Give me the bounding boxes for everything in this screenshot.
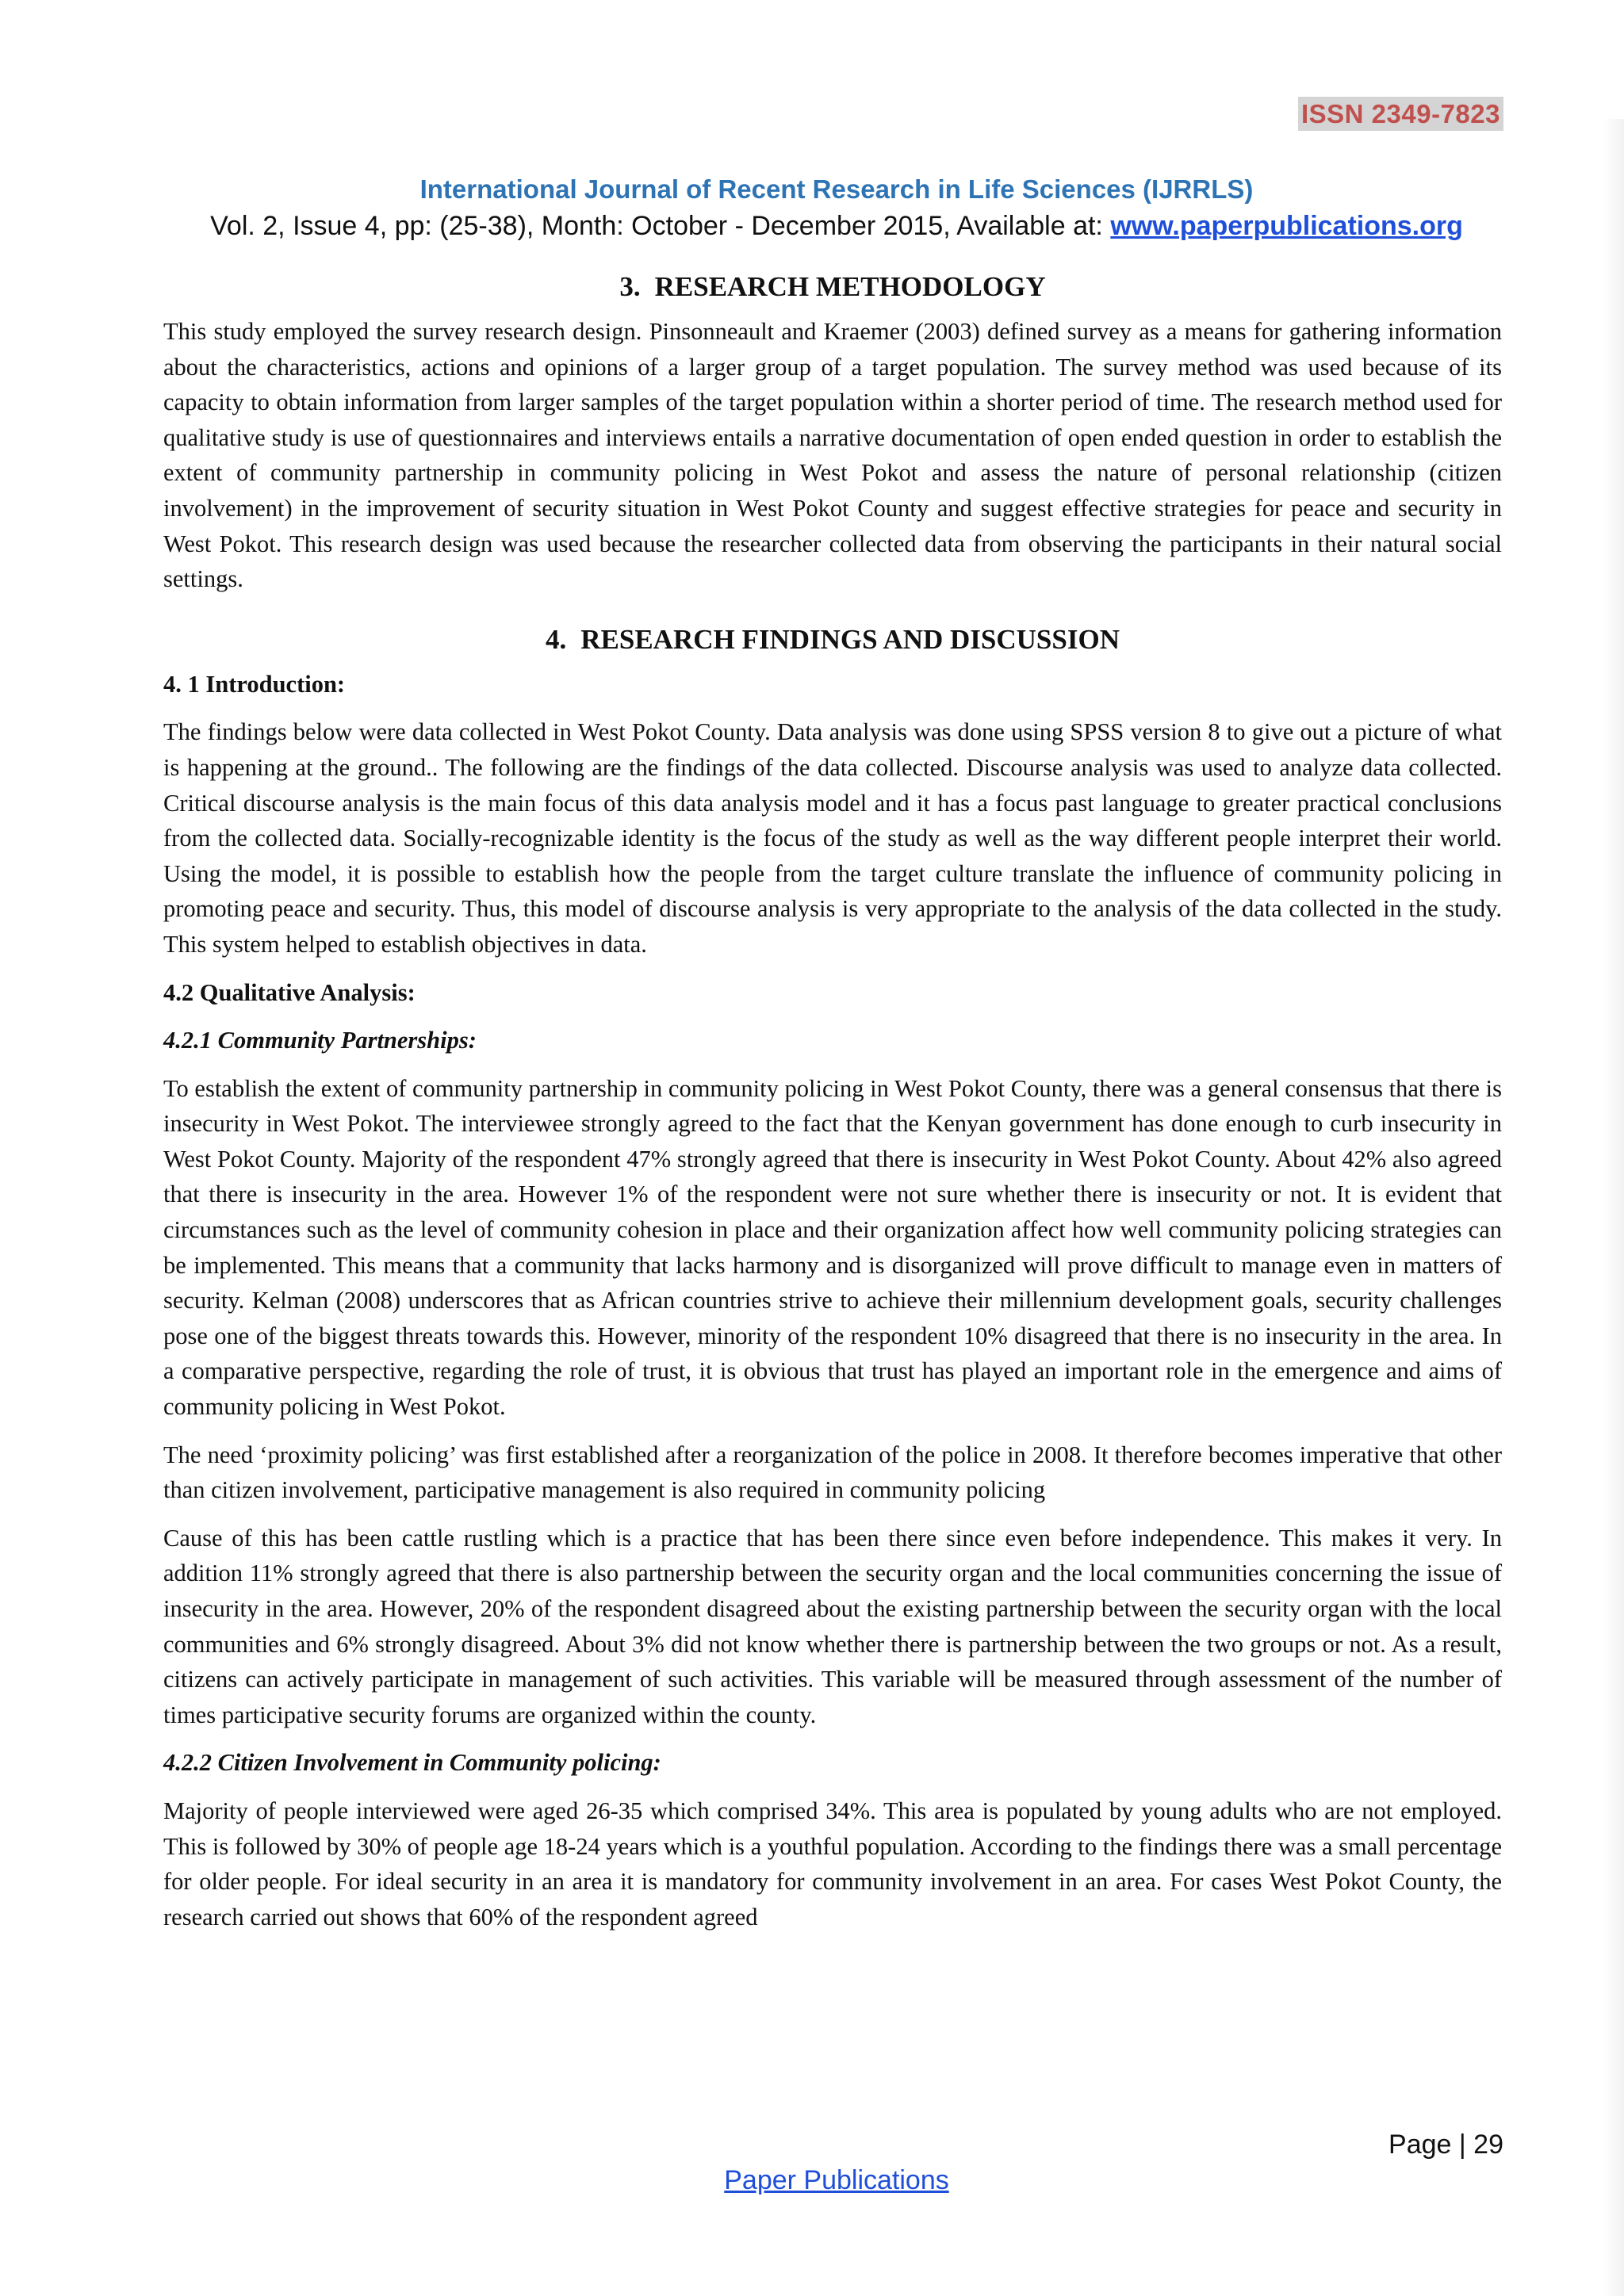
community-partnerships-paragraph-1: To establish the extent of community partnership in community policing in West Pokot County, there was a general consensus that there is insecurity in West Pokot. The interviewee strongly agreed to the fact that the Kenyan government has done enough to curb insecurity in West Pokot County. Majority of the respondent 47% strongly agreed that there is insecurity in West Pokot County. About 42% also agreed that there is insecurity in the area. However 1% of the respondent were not sure whether there is insecurity or not. It is evident that circumstances such as the level of community cohesion in place and their organization affect how well community policing strategies can be implemented. This means that a community that lacks harmony and is disorganized will prove difficult to manage even in matters of security. Kelman (2008) underscores that as African countries strive to achieve their millennium development goals, security challenges pose one of the biggest threats towards this. However, minority of the respondent 10% disagreed that there is no insecurity in the area. In a comparative perspective, regarding the role of trust, it is obvious that trust has played an important role in the emergence and aims of community policing in West Pokot. [163, 1074, 1502, 1421]
citizen-involvement-heading: 4.2.2 Citizen Involvement in Community policing: [163, 1749, 661, 1777]
section-title: RESEARCH METHODOLOGY [654, 271, 1046, 302]
section-number: 3. [619, 271, 641, 302]
community-partnerships-paragraph-2: The need ‘proximity policing’ was first established after a reorganization of the police in 2008. It therefore becomes imperative that other than citizen involvement, participative management is also required in community policing [163, 1441, 1502, 1504]
section-title: RESEARCH FINDINGS AND DISCUSSION [580, 623, 1120, 655]
journal-meta [0, 211, 1624, 242]
journal-title: International Journal of Recent Research in Life Sciences (IJRRLS) [419, 174, 1254, 204]
methodology-paragraph: This study employed the survey research design. Pinsonneault and Kraemer (2003) defined survey as a means for gathering information about the characteristics, actions and opinions of a larger group of a target population. The survey method was used because of its capacity to obtain information from larger samples of the target population within a shorter period of time. The research method used for qualitative study is use of questionnaires and interviews entails a narrative documentation of open ended question in order to establish the extent of community partnership in community policing in West Pokot and assess the nature of personal relationship (citizen involvement) in the improvement of security situation in West Pokot County and suggest effective strategies for peace and security in West Pokot. This research design was used because the researcher collected data from observing the participants in their natural social settings. [163, 318, 1502, 593]
page-number: Page | 29 [1388, 2130, 1503, 2160]
article-body [163, 270, 1502, 1947]
issn-badge: ISSN 2349-7823 [1298, 97, 1503, 131]
community-partnerships-paragraph-3: Cause of this has been cattle rustling which is a practice that has been there since even before independence. This makes it very. In addition 11% strongly agreed that there is also partnership between the security organ and the local communities concerning the issue of insecurity in the area. However, 20% of the respondent disagreed about the existing partnership between the security organ with the local communities and 6% strongly disagreed. About 3% did not know whether there is partnership between the two groups or not. As a result, citizens can actively participate in management of such activities. This variable will be measured through assessment of the number of times participative security forums are organized within the county. [163, 1524, 1502, 1728]
introduction-heading: 4. 1 Introduction: [163, 670, 346, 698]
section-number: 4. [546, 623, 567, 655]
journal-meta-text: Vol. 2, Issue 4, pp: (25-38), Month: October - December 2015, Available at: [210, 211, 1111, 241]
community-partnerships-heading: 4.2.1 Community Partnerships: [163, 1027, 477, 1054]
qualitative-analysis-heading: 4.2 Qualitative Analysis: [163, 978, 416, 1006]
journal-url-link[interactable]: www.paperpublications.org [1110, 211, 1463, 241]
publisher-footer-link[interactable]: Paper Publications [724, 2165, 949, 2195]
section-heading-findings [163, 622, 1502, 657]
introduction-paragraph: The findings below were data collected in West Pokot County. Data analysis was done using SPSS version 8 to give out a picture of what is happening at the ground.. The following are the findings of the data collected. Discourse analysis was used to analyze data collected. Critical discourse analysis is the main focus of this data analysis model and it has a focus past language to greater practical conclusions from the collected data. Socially-recognizable identity is the focus of the study as well as the way different people interpret their world. Using the model, it is possible to establish how the people from the target culture translate the influence of community policing in promoting peace and security. Thus, this model of discourse analysis is very appropriate to the analysis of the data collected in the study. This system helped to establish objectives in data. [163, 718, 1502, 958]
section-heading-methodology [163, 270, 1502, 304]
citizen-involvement-paragraph: Majority of people interviewed were aged 26-35 which comprised 34%. This area is populated by young adults who are not employed. This is followed by 30% of people age 18-24 years which is a youthful population. According to the findings there was a small percentage for older people. For ideal security in an area it is mandatory for community involvement in an area. For cases West Pokot County, the research carried out shows that 60% of the respondent agreed [163, 1797, 1502, 1931]
page-edge-shadow [1602, 119, 1624, 2296]
